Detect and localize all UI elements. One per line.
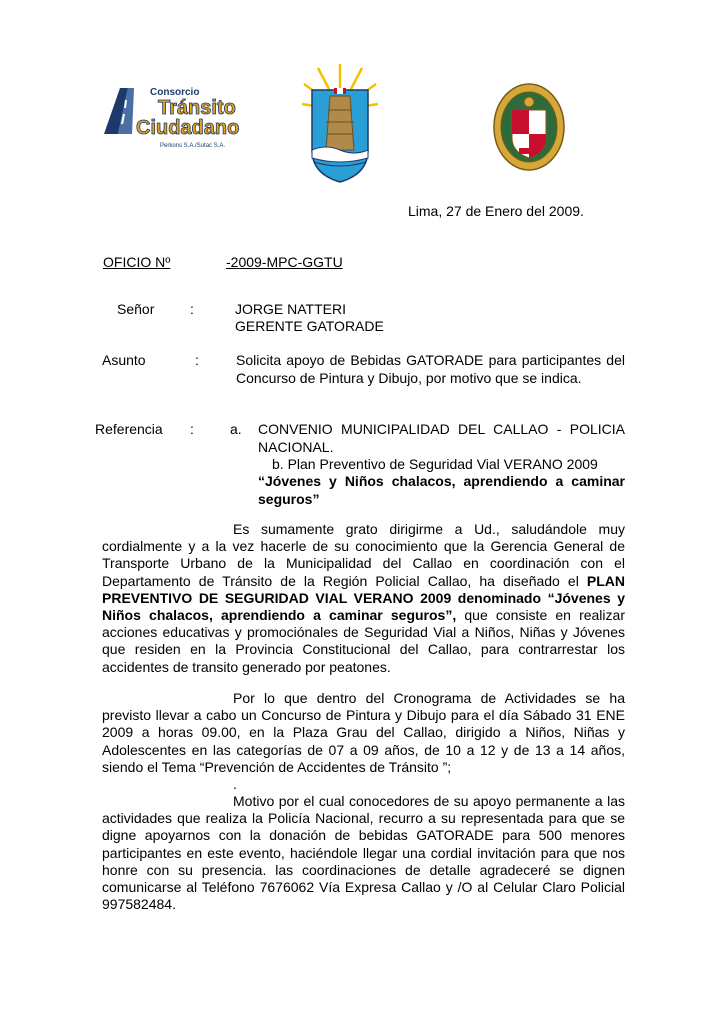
body-paragraph-3: [102, 793, 625, 913]
ref-a-text: CONVENIO MUNICIPALIDAD DEL CALLAO - POLICIA NACIONAL.: [258, 421, 625, 455]
ref-a-marker: a.: [230, 421, 242, 437]
logo-line1: Consorcio: [150, 87, 200, 98]
logo-subtitle: Perkons S.A./Sutac S.A.: [160, 143, 226, 149]
senor-label: Señor: [117, 301, 155, 317]
recipient-title: GERENTE GATORADE: [235, 318, 384, 334]
ref-b-text: b. Plan Preventivo de Seguridad Vial VERANO 2009: [272, 456, 598, 472]
recipient-name: JORGE NATTERI: [235, 301, 346, 317]
referencia-label: Referencia: [95, 421, 163, 437]
ref-b-quote: “Jóvenes y Niños chalacos, aprendiendo a caminar seguros”: [258, 473, 625, 507]
p2-text: Por lo que dentro del Cronograma de Actividades se ha previsto llevar a cabo un Concurso de Pintura y Dibujo para el día Sábado 31 ENE 2009 a horas 09.00, en la Plaza Grau del Callao, dirigido a Niños, Niñas y Adolescentes en las categorías de 07 a 09 años, de 10 a 12 y de 13 a 14 años, siendo el Tema “Prevención de Accidentes de Tránsito ”;: [102, 690, 625, 775]
body-paragraph-2: [102, 690, 625, 776]
referencia-colon: :: [190, 421, 194, 437]
asunto-text: Solicita apoyo de Bebidas GATORADE para participantes del Concurso de Pintura y Dibujo, por motivo que se indica.: [236, 352, 625, 386]
p1-bold-plan: PLAN PREVENTIVO DE SEGURIDAD VIAL VERANO 2009 denominado “Jóvenes y Niños chalacos, aprendiendo a caminar seguros”,: [102, 572, 625, 624]
callao-municipal-shield-icon: [300, 62, 380, 186]
logo-line2: Tránsito: [158, 97, 236, 119]
p3-text: Motivo por el cual conocedores de su apoyo permanente a las actividades que realiza la Policía Nacional, recurro a su representada para que se digne apoyarnos con la donación de bebidas GATORADE para 500 menores participantes en este evento, haciéndole llegar una cordial invitación para que nos honre con su presencia. las coordinaciones de detalle agradeceré se dignen comunicarse al Teléfono 7676062 Vía Expresa Callao y /O al Celular Claro Policial 997582484.: [102, 793, 625, 913]
policia-nacional-emblem-icon: [492, 82, 566, 172]
p1-text-a: Es sumamente grato dirigirme a Ud., saludándole muy cordialmente y a la vez hacerle de su conocimiento que la Gerencia General de Transporte Urbano de la Municipalidad del Callao en coordinación con el Departamento de Tránsito de la Región Policial Callao, ha diseñado el: [102, 521, 625, 589]
senor-colon: :: [190, 301, 194, 317]
body-paragraph-1: [102, 521, 625, 676]
consorcio-transito-ciudadano-logo: [100, 84, 250, 154]
letter-date: Lima, 27 de Enero del 2009.: [408, 203, 584, 219]
p1-text-b: que consiste en realizar acciones educativas y promociónales de Seguridad Vial a Niños, Niñas y Jóvenes que residen en la Provincia Constitucional del Callao, para contrarrestar los accidentes de transito generado por peatones.: [102, 607, 625, 675]
separator-dot: .: [233, 776, 237, 792]
asunto-colon: :: [195, 352, 199, 368]
asunto-label: Asunto: [102, 352, 146, 368]
oficio-code: -2009-MPC-GGTU: [226, 254, 343, 270]
logo-line3: Ciudadano: [136, 117, 240, 139]
oficio-label: OFICIO Nº: [103, 254, 171, 270]
